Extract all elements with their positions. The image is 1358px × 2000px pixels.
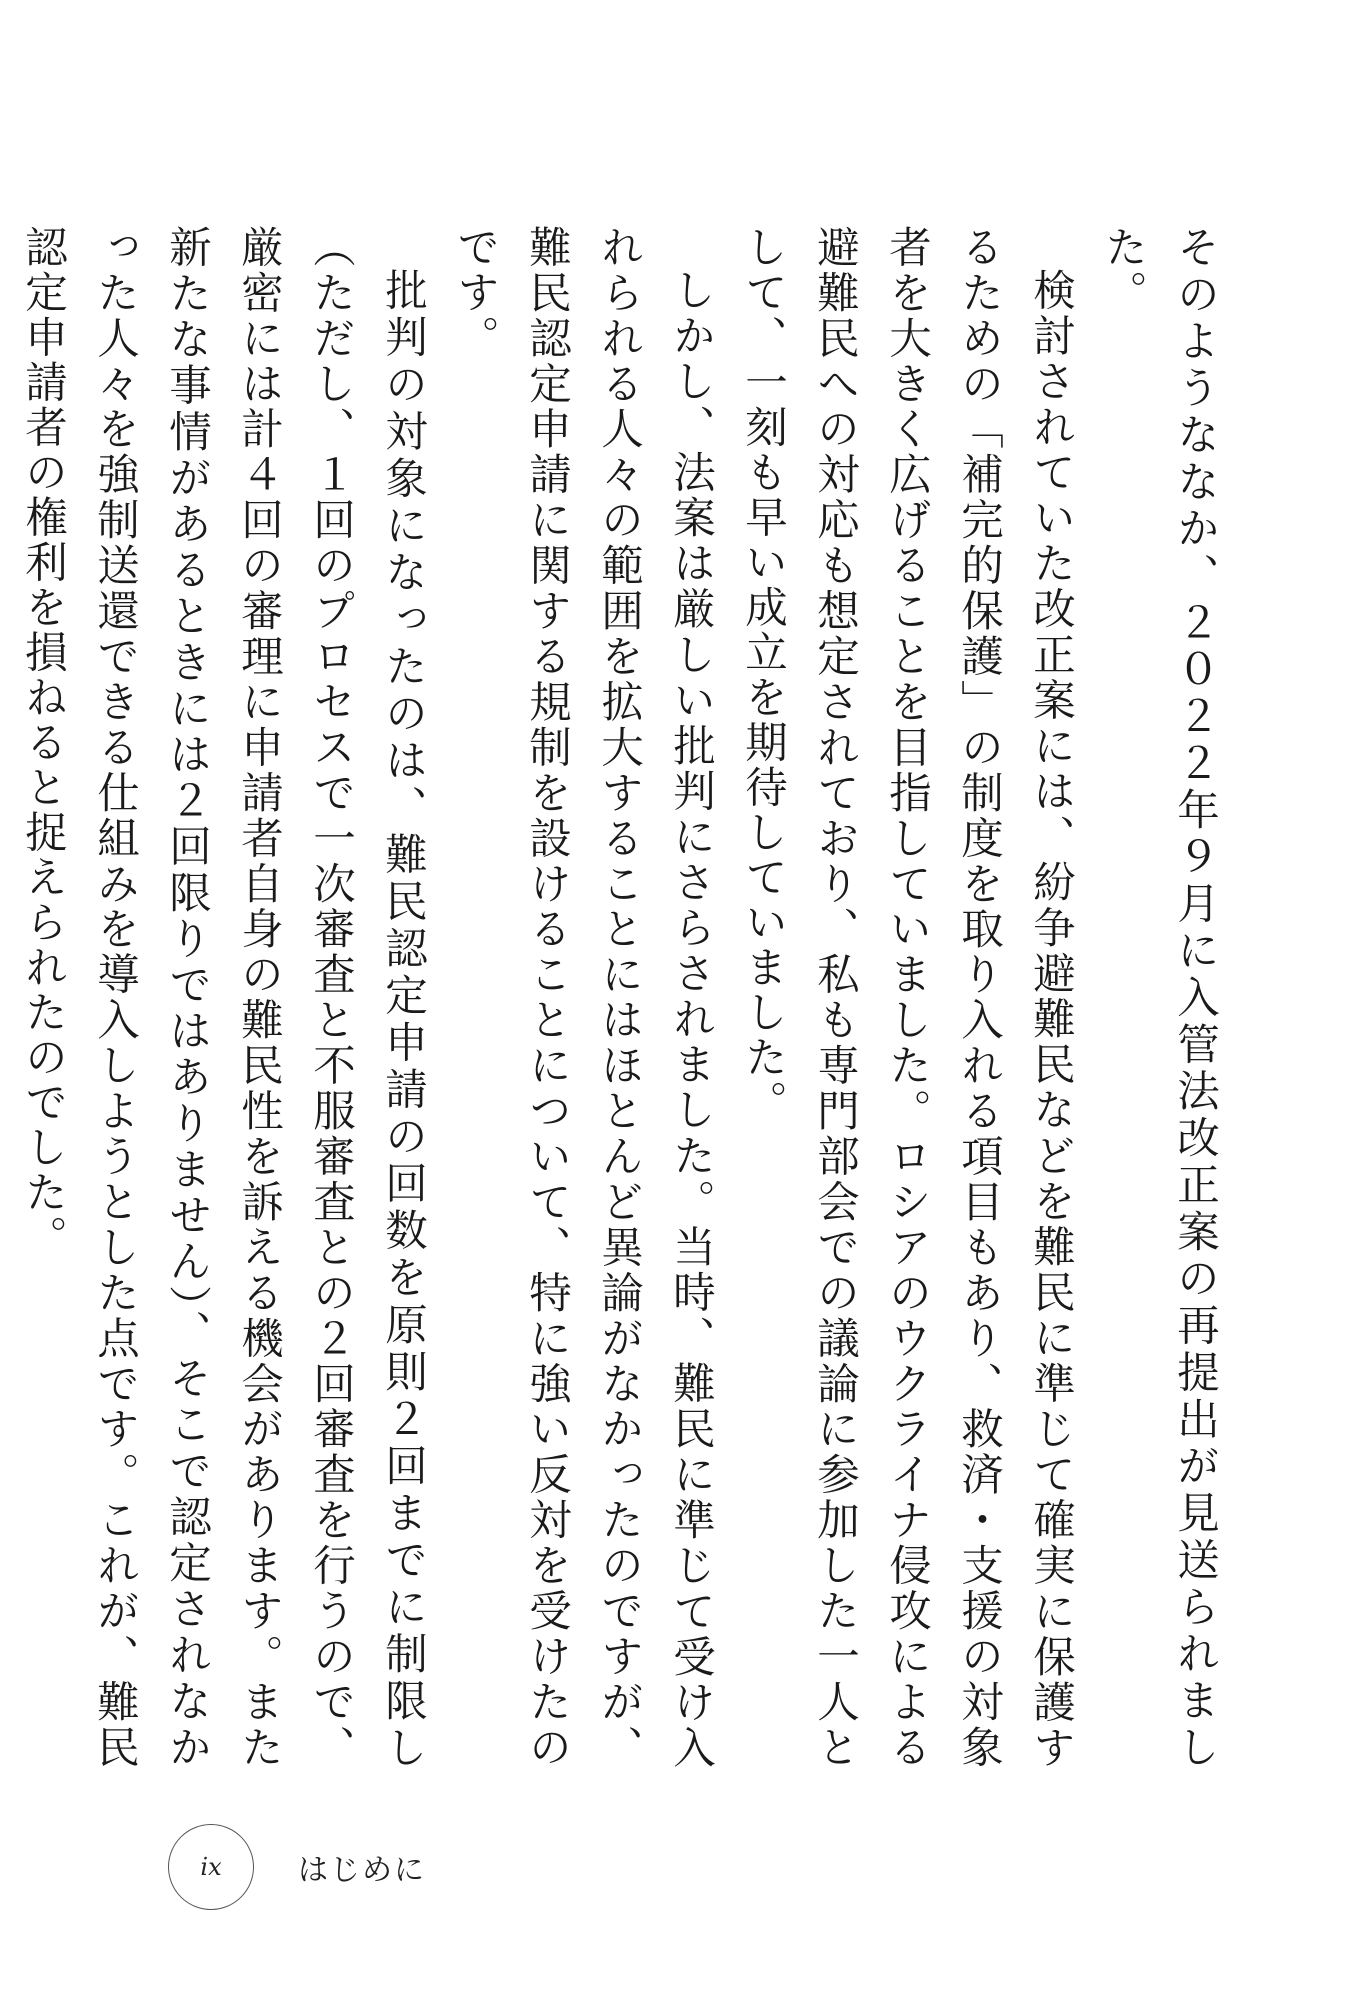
page-number: ix (200, 1853, 222, 1881)
opening-line: そのようななか、２０２２年９月に入管法改正案の再提出が見送られました。 (1098, 225, 1219, 1770)
chapter-title: はじめに (298, 1853, 426, 1888)
page-number-badge (168, 1824, 254, 1910)
paragraph-4 (0, 225, 6, 1770)
vertical-text-body (18, 225, 1230, 1771)
paragraph-3: 批判の対象になったのは、難民認定申請の回数を原則２回までに制限し（ただし、１回のプロセスで一次審査と不服審査との２回審査を行うので、厳密には計４回の審理に申請者自身の難民性を訴える機会があります。また新たな事情があるときには２回限りではありません）、そこで認定されなかった人々を強制送還できる仕組みを導入しようとした点です。これが、難民認定申請者の権利を損ねると捉えられたのでした。 (18, 225, 427, 1771)
page-footer (168, 1822, 426, 1912)
paragraph-1: 検討されていた改正案には、紛争避難民などを難民に準じて確実に保護するための「補完的保護」の制度を取り入れる項目もあり、救済・支援の対象者を大きく広げることを目指していました。ロシアのウクライナ侵攻による避難民への対応も想定されており、私も専門部会での議論に参加した一人として、一刻も早い成立を期待していました。 (738, 225, 1075, 1770)
paragraph-2: しかし、法案は厳しい批判にさらされました。当時、難民に準じて受け入れられる人々の範囲を拡大することにはほとんど異論がなかったのですが、難民認定申請に関する規制を設けることについて、特に強い反対を受けたのです。 (450, 225, 715, 1771)
